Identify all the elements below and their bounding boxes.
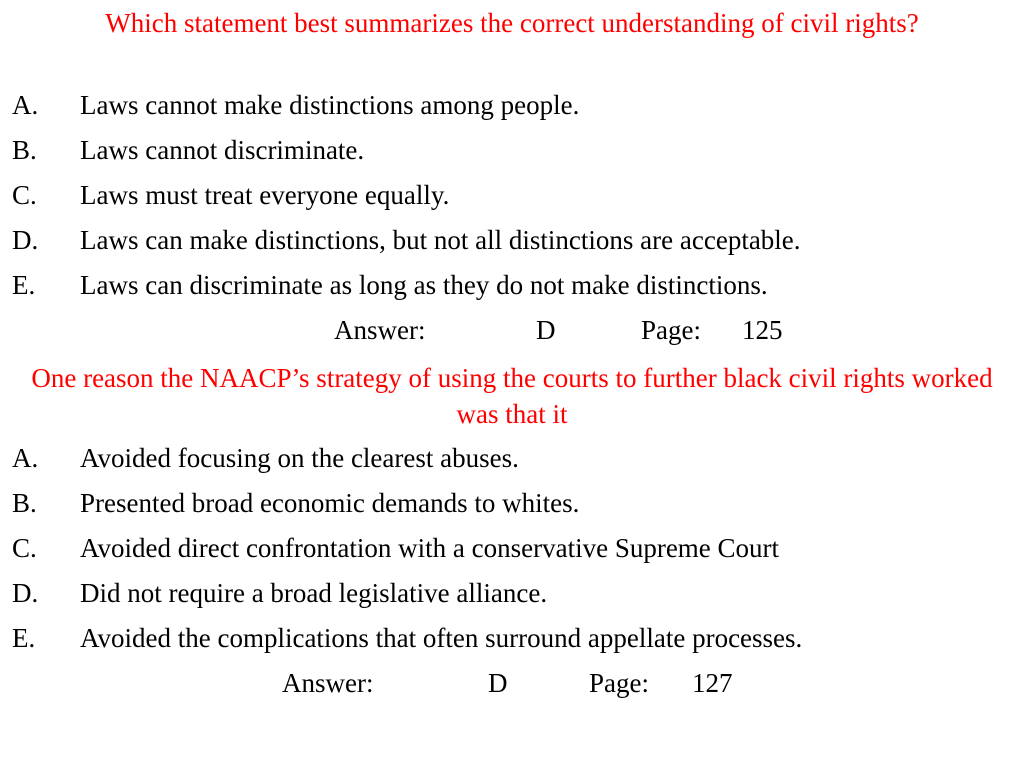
option-text: Did not require a broad legislative alliance.	[80, 578, 548, 608]
question-1-option-a	[12, 87, 1012, 123]
option-text: Laws can discriminate as long as they do not make distinctions.	[80, 270, 768, 300]
option-letter: D.	[12, 225, 39, 255]
option-letter: E.	[12, 270, 36, 300]
question-1-option-e	[12, 267, 1012, 303]
question-2-option-a	[12, 440, 1012, 476]
option-text: Laws must treat everyone equally.	[80, 180, 450, 210]
question-1-option-d	[12, 222, 1012, 258]
option-letter: B.	[12, 135, 37, 165]
question-2-option-d	[12, 575, 1012, 611]
answer-label: Answer:	[334, 315, 426, 345]
answer-label: Answer:	[282, 668, 374, 698]
question-1-answer-line	[0, 312, 1024, 348]
question-2-option-e	[12, 620, 1012, 656]
option-text: Presented broad economic demands to whites.	[80, 488, 580, 518]
page-number: 125	[742, 315, 783, 345]
answer-value: D	[536, 315, 556, 345]
option-text: Laws cannot discriminate.	[80, 135, 365, 165]
option-letter: E.	[12, 623, 36, 653]
question-2-option-c	[12, 530, 1012, 566]
answer-value: D	[488, 668, 508, 698]
question-2-text: One reason the NAACP’s strategy of using the courts to further black civil rights worked was that it	[31, 363, 993, 429]
option-text: Laws can make distinctions, but not all distinctions are acceptable.	[80, 225, 801, 255]
question-2-option-b	[12, 485, 1012, 521]
page-label: Page:	[641, 315, 701, 345]
option-text: Avoided focusing on the clearest abuses.	[80, 443, 519, 473]
page-number: 127	[692, 668, 733, 698]
question-1-option-c	[12, 177, 1012, 213]
option-letter: D.	[12, 578, 39, 608]
option-text: Avoided direct confrontation with a conservative Supreme Court	[80, 533, 780, 563]
option-letter: A.	[12, 443, 39, 473]
option-text: Laws cannot make distinctions among people.	[80, 90, 580, 120]
option-text: Avoided the complications that often surround appellate processes.	[80, 623, 803, 653]
question-1-text: Which statement best summarizes the correct understanding of civil rights?	[105, 8, 919, 38]
option-letter: B.	[12, 488, 37, 518]
option-letter: A.	[12, 90, 39, 120]
option-letter: C.	[12, 533, 37, 563]
page-label: Page:	[589, 668, 649, 698]
question-2-answer-line	[0, 665, 1024, 701]
question-1-option-b	[12, 132, 1012, 168]
option-letter: C.	[12, 180, 37, 210]
